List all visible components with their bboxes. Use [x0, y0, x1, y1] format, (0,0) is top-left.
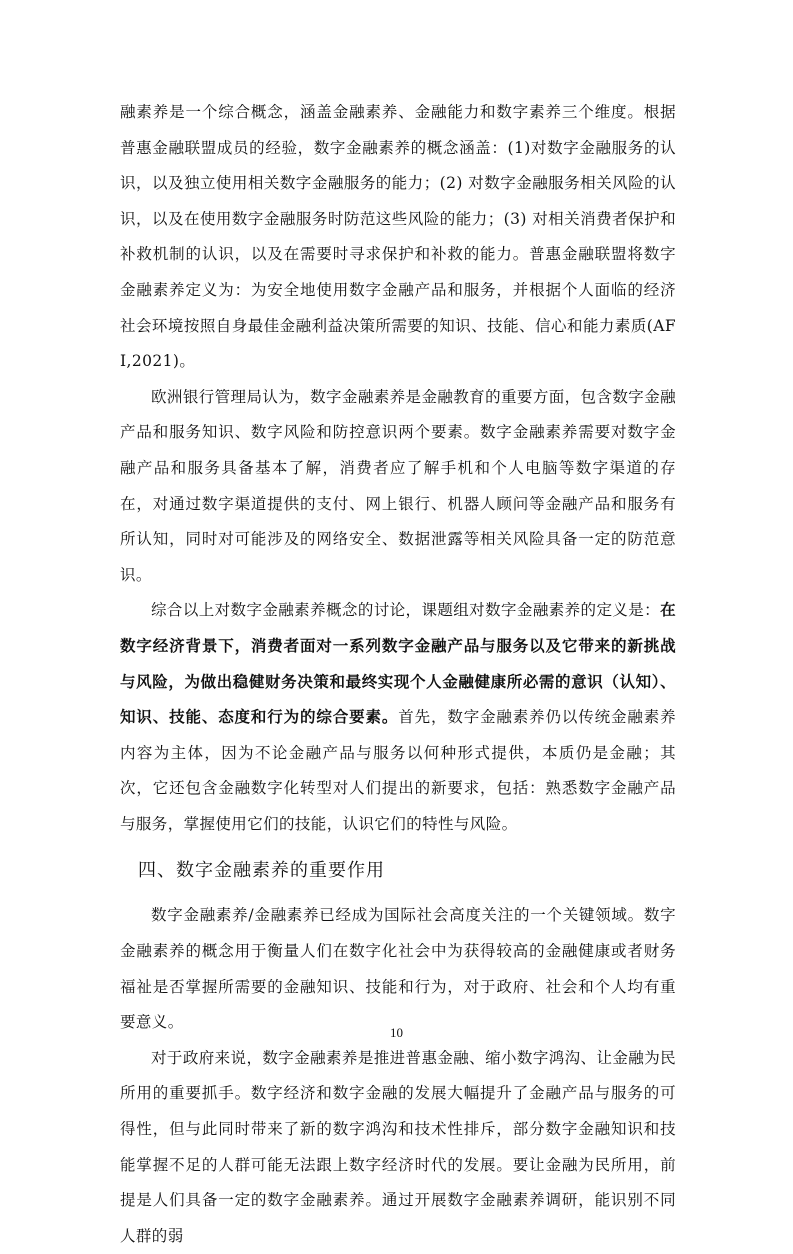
paragraph-government: 对于政府来说，数字金融素养是推进普惠金融、缩小数字鸿沟、让金融为民所用的重要抓手。数字经济和数字金融的发展大幅提升了金融产品与服务的可得性，但与此同时带来了新的数字鸿沟和技术性排斥，部分数字金融知识和技能掌握不足的人群可能无法跟上数字经济时代的发展。要让金融为民所用，前提是人们具备一定的数字金融素养。通过开展数字金融素养调研，能识别不同人群的弱: [120, 1048, 676, 1245]
paragraph-eba: 欧洲银行管理局认为，数字金融素养是金融教育的重要方面，包含数字金融产品和服务知识、数字风险和防控意识两个要素。数字金融素养需要对数字金融产品和服务具备基本了解，消费者应了解手机和个人电脑等数字渠道的存在，对通过数字渠道提供的支付、网上银行、机器人顾问等金融产品和服务有所认知，同时对可能涉及的网络安全、数据泄露等相关风险具备一定的防范意识。: [120, 387, 676, 584]
page-content: [120, 95, 676, 1254]
paragraph-definition-summary: [120, 593, 676, 842]
paragraph-definition-afi: 融素养是一个综合概念，涵盖金融素养、金融能力和数字素养三个维度。根据普惠金融联盟成员的经验，数字金融素养的概念涵盖：(1)对数字金融服务的认识，以及独立使用相关数字金融服务的能力；(2) 对数字金融服务相关风险的认识，以及在使用数字金融服务时防范这些风险的能力；(3) 对相关消费者保护和补救机制的认识，以及在需要时寻求保护和补救的能力。普惠金融联盟将数字金融素养定义为：为安全地使用数字金融产品和服务，并根据个人面临的经济社会环境按照自身最佳金融利益决策所需要的知识、技能、信心和能力素质(AFI,2021)。: [120, 103, 676, 371]
summary-tail-text: 首先，数字金融素养仍以传统金融素养内容为主体，因为不论金融产品与服务以何种形式提供，本质仍是金融；其次，它还包含金融数字化转型对人们提出的新要求，包括：熟悉数字金融产品与服务，掌握使用它们的技能，认识它们的特性与风险。: [120, 708, 676, 833]
summary-lead-text: 综合以上对数字金融素养概念的讨论，课题组对数字金融素养的定义是：: [151, 601, 661, 620]
paragraph-importance: 数字金融素养/金融素养已经成为国际社会高度关注的一个关键领域。数字金融素养的概念用于衡量人们在数字化社会中为获得较高的金融健康或者财务福祉是否掌握所需要的金融知识、技能和行为，对于政府、社会和个人均有重要意义。: [120, 906, 676, 1032]
section-heading: 四、数字金融素养的重要作用: [138, 860, 385, 882]
summary-definition-bold: 在数字经济背景下，消费者面对一系列数字金融产品与服务以及它带来的新挑战与风险，为做出稳健财务决策和最终实现个人金融健康所必需的意识（认知）、知识、技能、态度和行为的综合要素。: [120, 601, 676, 727]
page-number: 10: [390, 1025, 403, 1040]
